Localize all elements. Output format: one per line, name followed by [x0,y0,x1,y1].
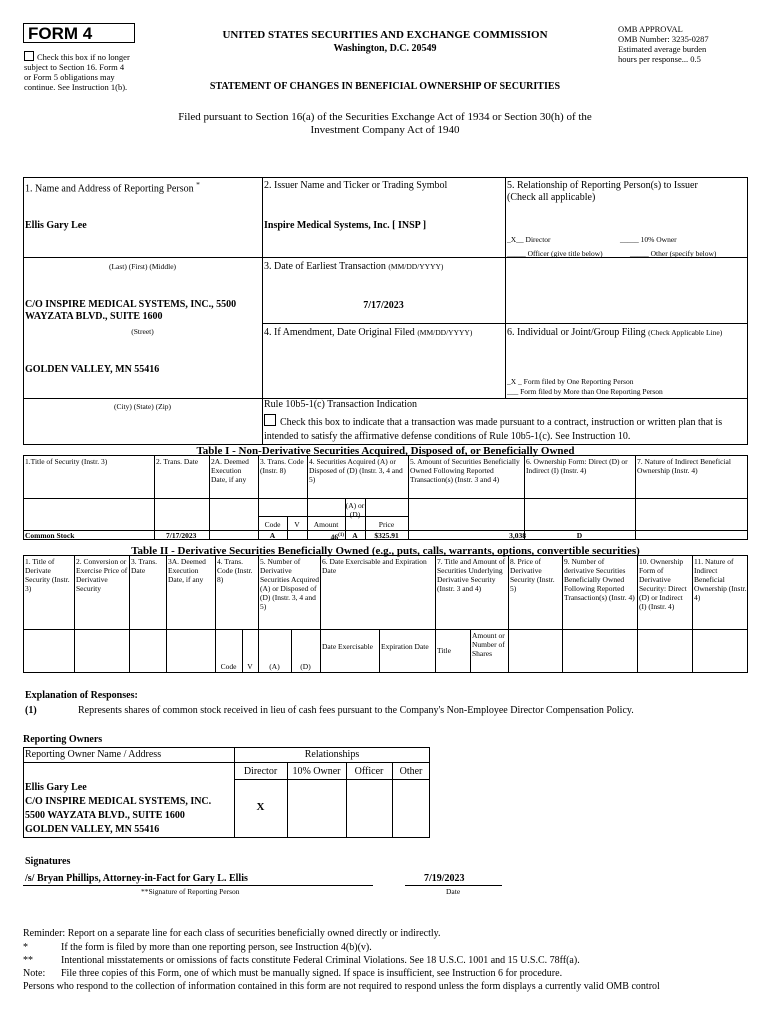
t2-sub-v: V [247,662,253,671]
owners-col-officer: Officer [354,766,384,777]
t2-sub-date-ex: Date Exercisable [322,642,374,651]
owner-director-mark: X [256,801,265,813]
t1-sub-price: Price [378,520,395,529]
reporting-person-label: 1. Name and Address of Reporting Person * [25,180,200,195]
t1-h4: 4. Securities Acquired (A) or Disposed of (D) (Instr. 3, 4 and 5) [309,457,403,484]
t1-h2: 2. Trans. Date [156,457,199,466]
signer-name: /s/ Bryan Phillips, Attorney-in-Fact for Gary L. Ellis [25,873,248,884]
t1-h7: 7. Nature of Indirect Beneficial Ownership (Instr. 4) [637,457,731,475]
form-title: FORM 4 [23,23,135,43]
signatures-label: Signatures [25,856,71,867]
owners-col-ten-pct: 10% Owner [292,766,341,777]
table1-title: Table I - Non-Derivative Securities Acquired, Disposed of, or Beneficially Owned [196,445,575,457]
omb-persons-text: Persons who respond to the collection of information contained in this form are not required to respond unless the form displays a currently valid OMB control [23,981,660,992]
footnote-text: Represents shares of common stock received in lieu of cash fees pursuant to the Company's Non-Employee Director Compensation Policy. [78,705,634,716]
t2-h11: 11. Nature of Indirect Beneficial Ownership (Instr. 4) [694,557,747,602]
t2-h9: 9. Number of derivative Securities Beneficially Owned Following Reported Transaction(s) (Instr. 4) [564,557,635,602]
t1-row-date: 7/17/2023 [166,531,197,540]
t1-row-price: $325.91 [374,531,399,540]
t1-row-security: Common Stock [25,531,75,540]
t1-row-form: D [576,531,583,540]
rule-10b5-text: Check this box to indicate that a transaction was made pursuant to a contract, instruction or written plan that is intended to satisfy the affirmative defense conditions of Rule 10b5-1(c). See Instruction 10. [264,414,746,444]
t1-row-aord: A [352,531,358,540]
filed-pursuant: Filed pursuant to Section 16(a) of the Securities Exchange Act of 1934 or Section 30(h) of the Investment Company Act of 1940 [178,111,592,136]
table2-title: Table II - Derivative Securities Beneficially Owned (e.g., puts, calls, warrants, options, convertible securities) [131,545,640,557]
t1-sub-amount: Amount [313,520,339,529]
t1-sub-v: V [294,520,300,529]
name-sublabel: (Last) (First) (Middle) [108,262,177,271]
t1-h6: 6. Ownership Form: Direct (D) or Indirect (I) (Instr. 4) [526,457,628,475]
note-mark: Note: [23,968,46,979]
issuer-label: 2. Issuer Name and Ticker or Trading Symbol [264,180,448,191]
statement-title: STATEMENT OF CHANGES IN BENEFICIAL OWNERSHIP OF SECURITIES [209,81,561,92]
agency-city: Washington, D.C. 20549 [333,43,437,54]
reporting-person-street: C/O INSPIRE MEDICAL SYSTEMS, INC., 5500 WAYZATA BLVD., SUITE 1600 [25,299,237,322]
t2-sub-d: (D) [300,662,311,671]
other-check: _____ Other (specify below) [630,249,717,258]
ten-pct-check: _____ 10% Owner [620,235,677,244]
relationship-label: 5. Relationship of Reporting Person(s) to Issuer (Check all applicable) [507,180,698,203]
reporting-person-name: Ellis Gary Lee [25,220,87,231]
filing-option-1: _X _ Form filed by One Reporting Person [507,377,634,386]
t1-h5: 5. Amount of Securities Beneficially Owned Following Reported Transaction(s) (Instr. 3 and 4) [410,457,520,484]
earliest-transaction-date: 7/17/2023 [363,300,404,311]
amendment-label: 4. If Amendment, Date Original Filed (MM/DD/YYYY) [264,327,473,338]
owners-col-name: Reporting Owner Name / Address [25,749,162,760]
owners-col-relationships: Relationships [304,749,360,760]
reminder-text: Reminder: Report on a separate line for each class of securities beneficially owned directly or indirectly. [23,928,441,939]
t1-row-owned: 3,038 [509,531,526,540]
t1-h3: 3. Trans. Code (Instr. 8) [260,457,304,475]
t1-row-code: A [269,531,276,540]
t2-sub-a: (A) [269,662,280,671]
note-text: File three copies of this Form, one of which must be manually signed. If space is insufficient, see Instruction 6 for procedure. [61,968,563,979]
owners-col-director: Director [243,766,278,777]
city-sublabel: (City) (State) (Zip) [113,402,172,411]
signature-date: 7/19/2023 [424,873,465,884]
filing-option-2: ___ Form filed by More than One Reporting Person [507,387,663,396]
t2-h7: 7. Title and Amount of Securities Underlying Derivative Security (Instr. 3 and 4) [437,557,506,593]
t2-h4: 4. Trans. Code (Instr. 8) [217,557,253,584]
t2-h5: 5. Number of Derivative Securities Acquired (A) or Disposed of (D) (Instr. 3, 4 and 5) [260,557,319,611]
issuer-name: Inspire Medical Systems, Inc. [ INSP ] [264,220,427,231]
t2-sub-amount: Amount or Number of Shares [472,631,505,658]
section16-note: Check this box if no longer subject to Section 16. Form 4 or Form 5 obligations may continue. See Instruction 1(b). [24,52,130,92]
owner-name-address: Ellis Gary Lee C/O INSPIRE MEDICAL SYSTEMS, INC. 5500 WAYZATA BLVD., SUITE 1600 GOLDEN VALLEY, MN 55416 [25,782,212,835]
t2-sub-code: Code [220,662,237,671]
section16-checkbox[interactable] [24,51,34,61]
filing-label: 6. Individual or Joint/Group Filing (Check Applicable Line) [507,327,723,338]
star2-mark: ** [23,955,33,966]
t1-row-amount: 46$^{(1)}$ [330,532,344,542]
director-check: _X__ Director [507,235,551,244]
t2-h10: 10. Ownership Form of Derivative Security: Direct (D) or Indirect (I) (Instr. 4) [639,557,687,611]
t2-sub-title: Title [437,646,451,655]
star1-text: If the form is filed by more than one reporting person, see Instruction 4(b)(v). [61,942,372,953]
earliest-transaction-label: 3. Date of Earliest Transaction (MM/DD/YYYY) [264,261,444,272]
t2-h3a: 3A. Deemed Execution Date, if any [168,557,206,584]
star2-text: Intentional misstatements or omissions of facts constitute Federal Criminal Violations. See 18 U.S.C. 1001 and 15 U.S.C. 78ff(a). [61,955,580,966]
signer-sublabel: **Signature of Reporting Person [141,887,240,896]
t2-h2: 2. Conversion or Exercise Price of Derivative Security [76,557,128,593]
street-sublabel: (Street) [131,327,154,336]
reporting-owners-label: Reporting Owners [23,734,103,745]
t2-h8: 8. Price of Derivative Security (Instr. 5) [510,557,555,593]
t1-h2a: 2A. Deemed Execution Date, if any [211,457,249,484]
t2-h1: 1. Title of Derivate Security (Instr. 3) [25,557,70,593]
t2-h6: 6. Date Exercisable and Expiration Date [322,557,427,575]
t1-sub-code: Code [264,520,281,529]
t1-sub-aord: (A) or (D) [345,501,365,519]
signature-date-sublabel: Date [446,887,461,896]
agency-title: UNITED STATES SECURITIES AND EXCHANGE COMMISSION [222,29,548,41]
omb-approval: OMB APPROVAL OMB Number: 3235-0287 Estimated average burden hours per response... 0.5 [618,24,709,64]
reporting-person-city: GOLDEN VALLEY, MN 55416 [25,364,160,375]
explanation-label: Explanation of Responses: [25,690,138,701]
t2-h3: 3. Trans. Date [131,557,158,575]
star1-mark: * [23,942,28,953]
rule-10b5-checkbox[interactable] [264,414,276,426]
t1-h1: 1.Title of Security (Instr. 3) [25,457,108,466]
footnote-number: (1) [25,705,37,716]
t2-sub-exp: Expiration Date [381,642,429,651]
officer-check: _____ Officer (give title below) [507,249,603,258]
rule-10b5-label: Rule 10b5-1(c) Transaction Indication [264,399,418,410]
owners-col-other: Other [399,766,423,777]
